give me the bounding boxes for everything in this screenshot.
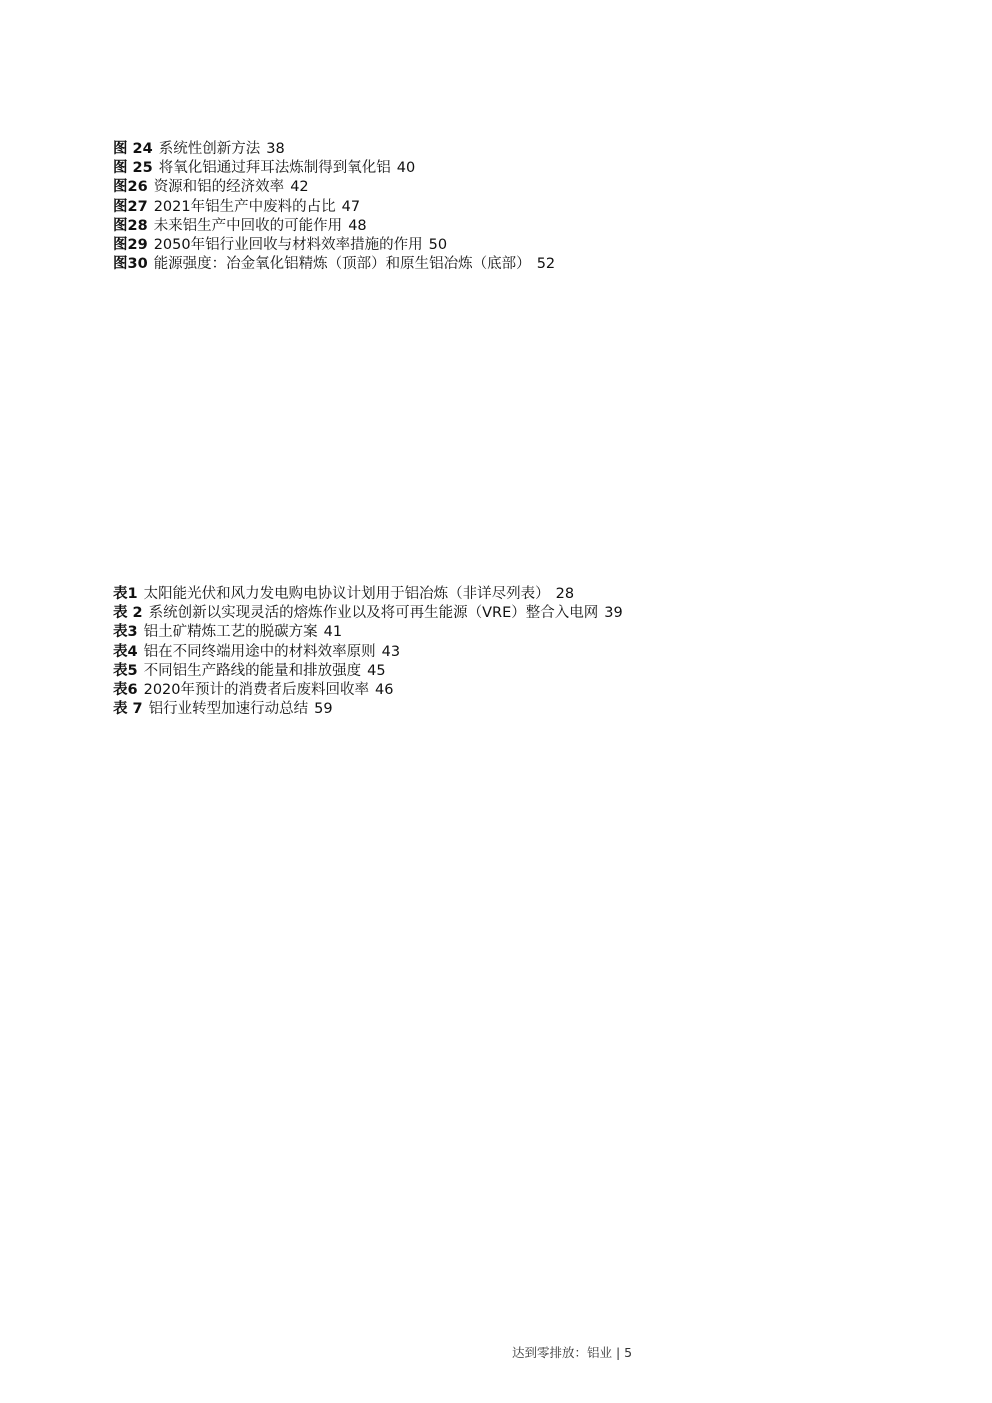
table-title: 2020年预计的消费者后废料回收率 [143,681,369,698]
table-entry[interactable] [113,700,623,719]
table-page-number: 45 [367,662,386,679]
list-of-figures [113,140,555,274]
figure-label: 图26 [113,179,148,196]
page-footer: 达到零排放：铝业 | 5 [512,1345,633,1360]
table-title: 系统创新以实现灵活的熔炼作业以及将可再生能源（VRE）整合入电网 [148,605,599,622]
figure-label: 图29 [113,236,148,253]
table-page-number: 46 [375,681,394,698]
table-page-number: 41 [323,624,343,641]
figure-title: 能源强度：冶金氧化铝精炼（顶部）和原生铝冶炼（底部） [153,256,531,273]
figure-label: 图28 [113,217,148,234]
figure-entry[interactable] [113,217,555,236]
table-page-number: 28 [555,586,575,602]
table-entry[interactable] [113,623,623,642]
table-label: 表6 [113,681,138,698]
table-entry[interactable] [113,681,623,700]
table-page-number: 43 [381,643,401,660]
table-entry[interactable] [113,643,623,662]
figure-title: 2021年铝生产中废料的占比 [153,198,336,215]
figure-title: 将氧化铝通过拜耳法炼制得到氧化铝 [158,160,391,177]
table-title: 太阳能光伏和风力发电购电协议计划用于铝冶炼（非详尽列表） [143,586,550,602]
figure-page-number: 50 [428,236,448,253]
table-label: 表 7 [113,701,143,718]
table-title: 不同铝生产路线的能量和排放强度 [143,662,362,679]
table-label: 表 2 [113,605,143,622]
table-label: 表1 [113,586,138,602]
figure-page-number: 52 [536,256,556,273]
table-title: 铝行业转型加速行动总结 [148,701,309,718]
figure-entry[interactable] [113,236,555,255]
figure-page-number: 42 [290,179,309,196]
table-label: 表4 [113,643,138,660]
figure-page-number: 40 [396,160,416,177]
table-page-number: 39 [604,605,623,622]
figure-entry[interactable] [113,159,555,178]
figure-entry[interactable] [113,198,555,217]
figure-page-number: 38 [266,141,285,157]
figure-title: 系统性创新方法 [158,141,261,157]
figure-label: 图 24 [113,141,153,157]
figure-entry[interactable] [113,255,555,274]
figure-page-number: 48 [348,217,367,234]
table-title: 铝土矿精炼工艺的脱碳方案 [143,624,318,641]
figure-title: 资源和铝的经济效率 [153,179,285,196]
table-label: 表5 [113,662,138,679]
figure-label: 图27 [113,198,148,215]
table-label: 表3 [113,624,138,641]
figure-page-number: 47 [341,198,361,215]
table-entry[interactable] [113,604,623,623]
table-entry[interactable] [113,585,623,604]
figure-label: 图 25 [113,160,153,177]
figure-label: 图30 [113,256,148,273]
list-of-tables [113,585,623,719]
figure-title: 未来铝生产中回收的可能作用 [153,217,343,234]
figure-title: 2050年铝行业回收与材料效率措施的作用 [153,236,423,253]
figure-entry[interactable] [113,178,555,197]
table-page-number: 59 [314,701,333,718]
table-title: 铝在不同终端用途中的材料效率原则 [143,643,376,660]
figure-entry[interactable] [113,140,555,159]
table-entry[interactable] [113,662,623,681]
